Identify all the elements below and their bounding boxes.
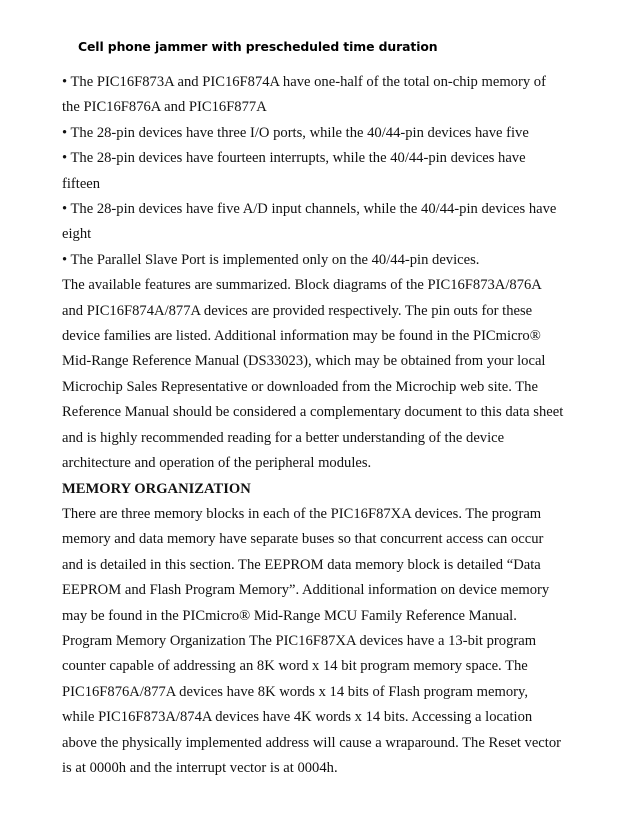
bullet-item-parallel-slave-port: • The Parallel Slave Port is implemented only on the 40/44-pin devices. (62, 251, 480, 268)
bullet-item-ad-channels: • The 28-pin devices have five A/D input channels, while the 40/44-pin devices have eight (62, 201, 557, 243)
bullet-item-interrupts: • The 28-pin devices have fourteen interrupts, while the 40/44-pin devices have fifteen (62, 150, 526, 192)
section-heading: MEMORY ORGANIZATION (62, 480, 251, 497)
memory-organization-paragraph: There are three memory blocks in each of the PIC16F87XA devices. The program memory and data memory have separate buses so that concurrent access can occur and is detailed in this section. The EEPROM data memory block is detailed “Data EEPROM and Flash Program Memory”. Additional information on device memory may be found in the PICmicro® Mid-Range MCU Family Reference Manual. Program Memory Organization The PIC16F87XA devices have a 13-bit program counter capable of addressing an 8K word x 14 bit program memory space. The PIC16F876A/877A devices have 8K words x 14 bits of Flash program memory, while PIC16F873A/874A devices have 4K words x 14 bits. Accessing a location above the physically implemented address will cause a wraparound. The Reset vector is at 0000h and the interrupt vector is at 0004h. (62, 505, 561, 776)
overview-paragraph: The available features are summarized. Block diagrams of the PIC16F873A/876A and PIC16F874A/877A devices are provided respectively. The pin outs for these device families are listed. Additional information may be found in the PICmicro® Mid-Range Reference Manual (DS33023), which may be obtained from your local Microchip Sales Representative or downloaded from the Microchip web site. The Reference Manual should be considered a complementary document to this data sheet and is highly recommended reading for a better understanding of the device architecture and operation of the peripheral modules. (62, 277, 564, 472)
document-body (62, 70, 564, 781)
bullet-item-memory: • The PIC16F873A and PIC16F874A have one-half of the total on-chip memory of the PIC16F876A and PIC16F877A (62, 74, 546, 116)
bullet-item-io-ports: • The 28-pin devices have three I/O ports, while the 40/44-pin devices have five (62, 124, 529, 141)
page-header-title: Cell phone jammer with prescheduled time duration (78, 39, 438, 54)
